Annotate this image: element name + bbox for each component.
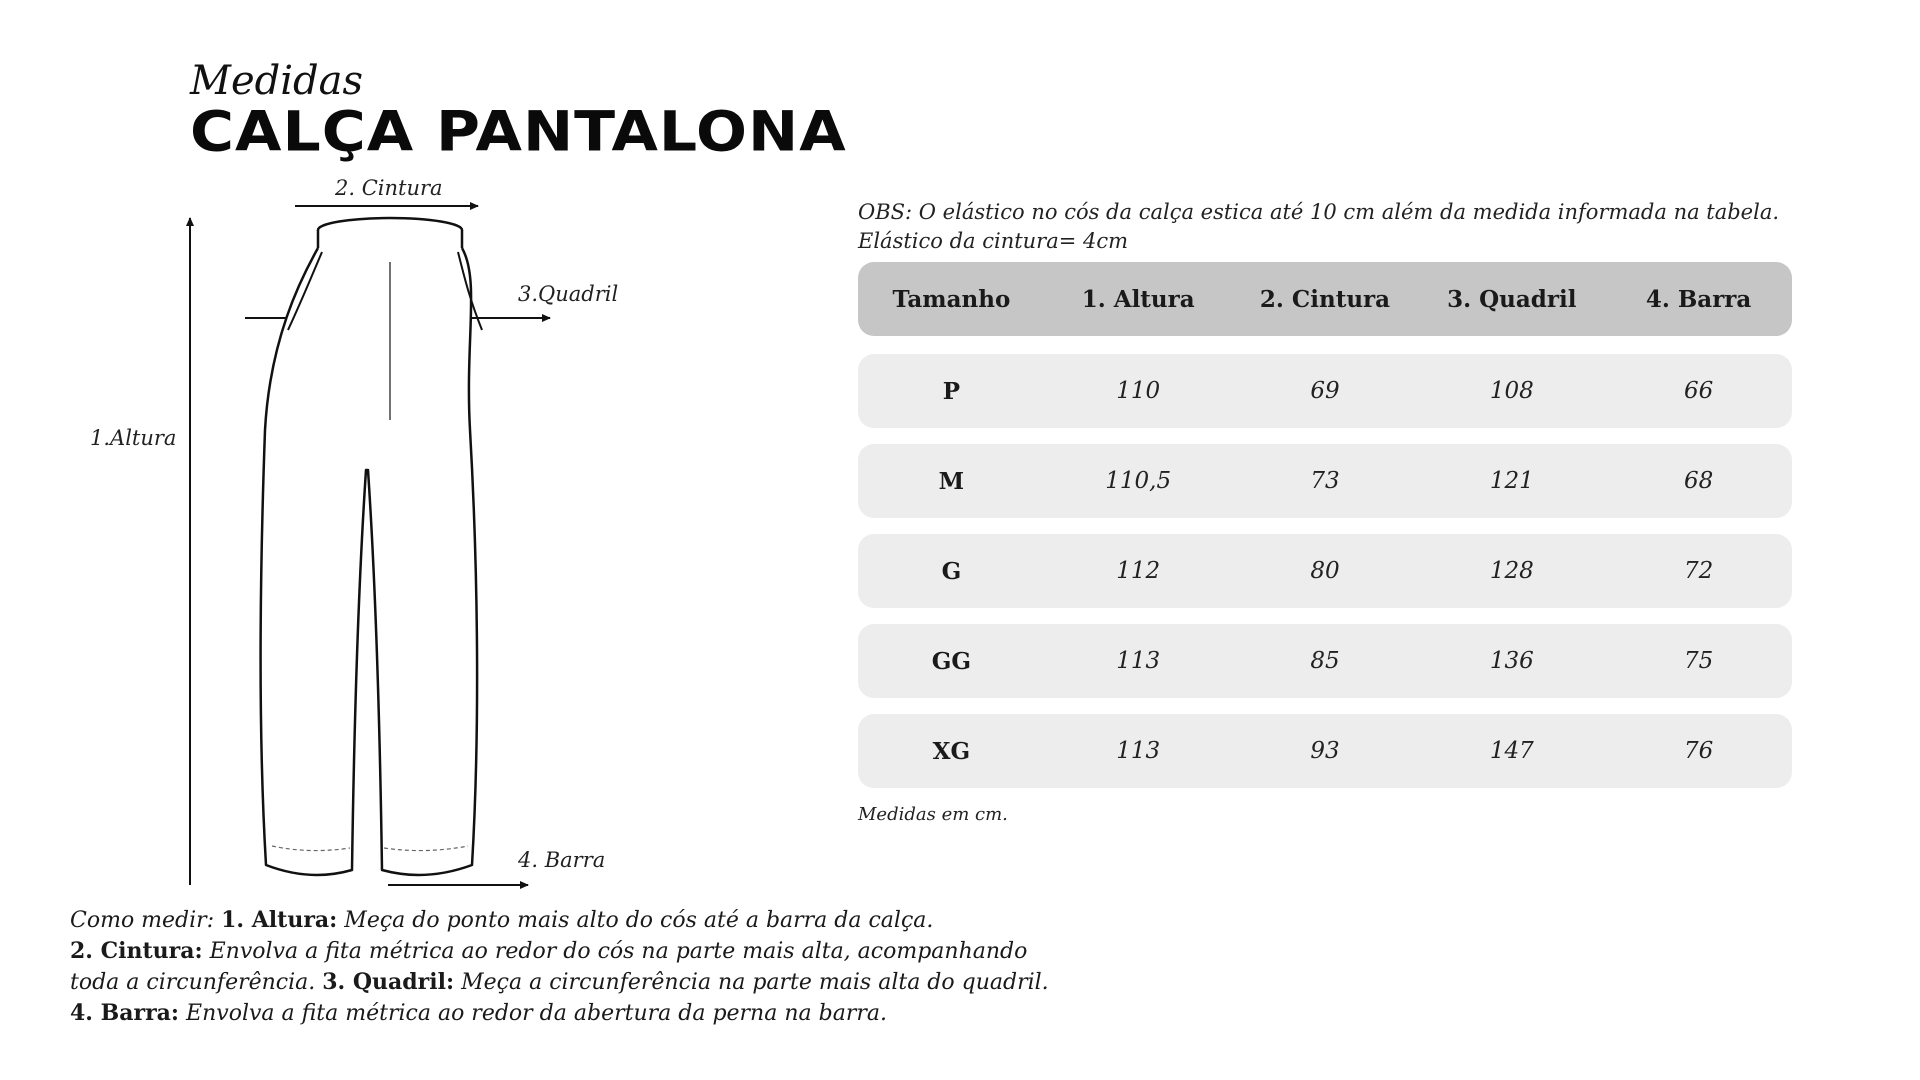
table-cell: 76 [1683, 738, 1714, 764]
table-cell: 147 [1489, 738, 1534, 764]
table-row [858, 354, 1792, 428]
table-cell: 75 [1683, 648, 1714, 674]
table-cell: 72 [1683, 558, 1714, 584]
header-cell: Tamanho [892, 285, 1011, 313]
size-table [858, 262, 1792, 804]
howto-altura-text: Meça do ponto mais alto do cós até a barra da calça. [337, 908, 934, 933]
table-cell: 68 [1683, 468, 1714, 494]
table-cell: 110 [1116, 378, 1161, 404]
table-cell: 80 [1310, 558, 1340, 584]
table-row [858, 534, 1792, 608]
table-cell: 110,5 [1105, 468, 1172, 494]
howto-barra-text: Envolva a fita métrica ao redor da abertura da perna na barra. [179, 1001, 887, 1026]
howto-intro: Como medir: [70, 908, 222, 933]
pants-diagram [70, 170, 670, 900]
table-row [858, 714, 1792, 788]
table-cell: 121 [1489, 468, 1534, 494]
table-cell: 93 [1310, 738, 1340, 764]
obs-line-2: Elástico da cintura= 4cm [858, 229, 1129, 253]
table-cell: 66 [1683, 378, 1714, 404]
header-cell: 2. Cintura [1259, 285, 1391, 313]
pants-illustration [70, 170, 670, 900]
howto-quadril-label: 3. Quadril: [322, 969, 455, 995]
header-cell: 4. Barra [1645, 285, 1752, 313]
size-cell: GG [931, 647, 972, 675]
units-note: Medidas em cm. [858, 804, 1008, 825]
table-cell: 73 [1310, 468, 1340, 494]
label-barra: 4. Barra [518, 848, 606, 872]
how-to-measure [70, 905, 1070, 1029]
table-cell: 113 [1116, 648, 1161, 674]
table-cell: 85 [1310, 648, 1340, 674]
howto-cintura-label: 2. Cintura: [70, 938, 203, 964]
table-cell: 112 [1116, 558, 1161, 584]
howto-barra-label: 4. Barra: [70, 1000, 180, 1026]
size-cell: M [938, 467, 965, 495]
label-quadril: 3.Quadril [518, 282, 619, 306]
header-cell: 3. Quadril [1447, 285, 1577, 313]
header-cell: 1. Altura [1081, 285, 1195, 313]
table-cell: 113 [1116, 738, 1161, 764]
howto-altura-label: 1. Altura: [221, 907, 338, 933]
obs-line-1: OBS: O elástico no cós da calça estica até 10 cm além da medida informada na tabela. [858, 200, 1780, 224]
table-row [858, 444, 1792, 518]
obs-note [858, 198, 1818, 256]
table-cell: 128 [1489, 558, 1534, 584]
table-header-row [858, 262, 1792, 336]
size-cell: P [942, 377, 961, 405]
howto-cintura-text: Envolva a fita métrica ao redor do cós na parte mais alta, acompanhando toda a circunferência. [70, 939, 1028, 995]
table-cell: 69 [1310, 378, 1340, 404]
size-cell: XG [932, 737, 971, 765]
howto-quadril-text: Meça a circunferência na parte mais alta do quadril. [454, 970, 1049, 995]
page-title: CALÇA PANTALONA [190, 100, 847, 165]
page-subtitle: Medidas [190, 58, 364, 104]
table-cell: 136 [1489, 648, 1534, 674]
table-row [858, 624, 1792, 698]
label-cintura: 2. Cintura [335, 176, 443, 200]
size-cell: G [941, 557, 962, 585]
label-altura: 1.Altura [90, 426, 177, 450]
table-cell: 108 [1489, 378, 1534, 404]
